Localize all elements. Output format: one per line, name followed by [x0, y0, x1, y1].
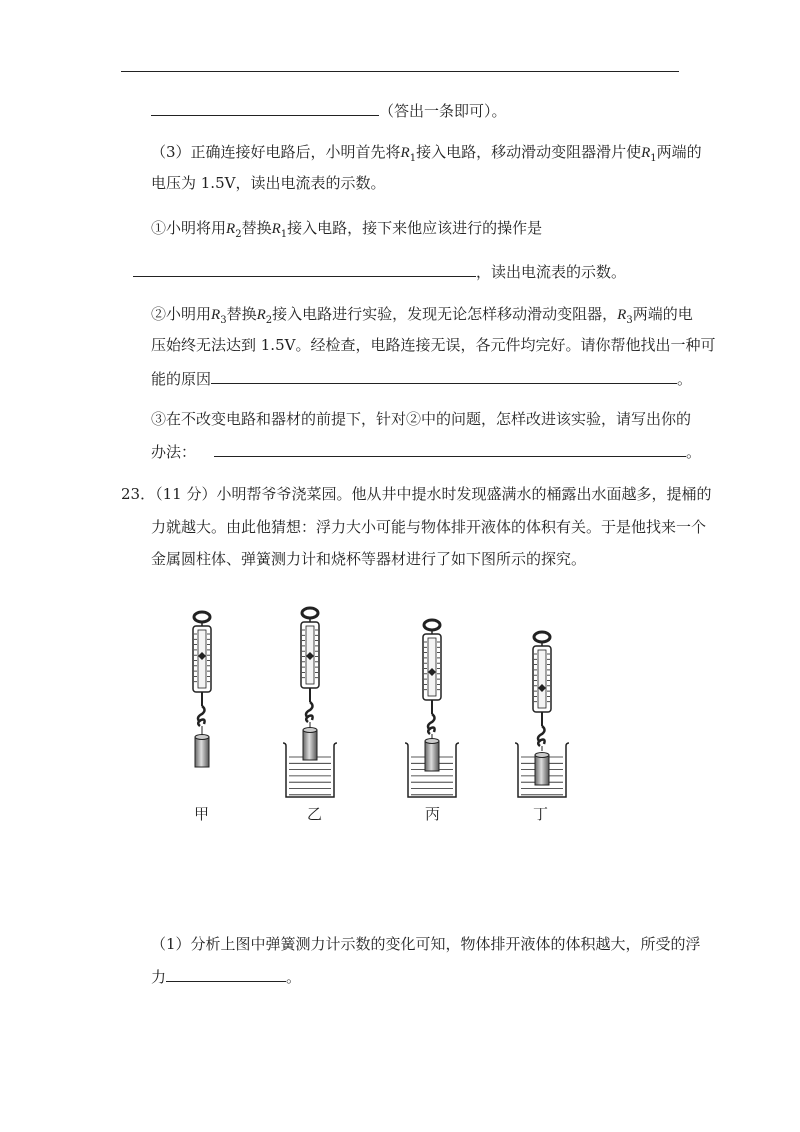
part3-line1 [151, 142, 702, 169]
answer-blank[interactable] [133, 261, 476, 277]
text: 两端的 [656, 143, 702, 161]
cylinder-hook [428, 728, 434, 735]
cylinder-hook [538, 740, 544, 747]
metal-cylinder [303, 730, 317, 760]
step2-line3 [151, 368, 692, 389]
step3-line1: ③在不改变电路和器材的前提下，针对②中的问题，怎样改进该实验，请写出你的 [151, 410, 692, 428]
text: （3）正确连接好电路后，小明首先将 [151, 143, 401, 161]
figure-label-jia: 甲 [194, 805, 210, 823]
cylinder-top [195, 735, 209, 740]
step1-line2 [133, 261, 626, 282]
var-r: R [256, 307, 266, 323]
var-r: R [641, 145, 651, 161]
cylinder-top [425, 739, 439, 744]
sub: 3 [626, 315, 633, 326]
metal-cylinder [425, 741, 439, 771]
text: 。 [677, 370, 693, 388]
spring-scale-setup [193, 612, 211, 767]
q23-line3: 金属圆柱体、弹簧测力计和烧杯等器材进行了如下图所示的探究。 [151, 550, 587, 568]
part1-line1: （1）分析上图中弹簧测力计示数的变化可知，物体排开液体的体积越大，所受的浮 [151, 935, 701, 953]
sub: 2 [265, 315, 273, 326]
text: 力 [151, 968, 167, 986]
var-r: R [400, 145, 410, 161]
part3-line2: 电压为 1.5V，读出电流表的示数。 [151, 174, 386, 192]
text: 替换 [241, 219, 272, 237]
text: 。 [686, 443, 702, 461]
metal-cylinder [535, 755, 549, 785]
scale-tube [538, 650, 546, 708]
text: 能的原因 [151, 370, 212, 388]
figure-label-ding: 丁 [533, 805, 549, 823]
var-r: R [271, 221, 281, 237]
text: 接入电路进行实验，发现无论怎样移动滑动变阻器， [272, 305, 618, 323]
scale-ring [424, 620, 440, 630]
text: ，读出电流表的示数。 [476, 263, 627, 281]
sub: 1 [650, 153, 657, 164]
step2-line1 [151, 304, 693, 331]
q23-line1: 23．（11 分）小明帮爷爷浇菜园。他从井中提水时发现盛满水的桶露出水面越多，提桶的 [121, 485, 712, 503]
scale-ring [302, 608, 318, 618]
scale-ring [534, 632, 550, 642]
q23-line2: 力就越大。由此他猜想：浮力大小可能与物体排开液体的体积有关。于是他找来一个 [151, 518, 707, 536]
text: 。 [286, 968, 302, 986]
spring-scale-figure [170, 600, 590, 830]
answer-blank[interactable] [214, 441, 686, 457]
answer-blank[interactable] [166, 966, 286, 982]
sub: 1 [409, 153, 417, 164]
scale-tube [428, 638, 436, 696]
cylinder-top [303, 728, 317, 733]
figure-label-bing: 丙 [425, 805, 441, 823]
step3-line2 [151, 441, 701, 462]
cylinder-hook [198, 720, 204, 727]
part1-line2 [151, 966, 301, 987]
answer-blank[interactable] [151, 100, 379, 116]
text: ②小明用 [151, 305, 212, 323]
answer-blank[interactable] [211, 368, 677, 384]
spring-scale-setup [405, 620, 459, 797]
figure-label-yi: 乙 [307, 805, 323, 823]
sub: 2 [235, 229, 242, 240]
scale-ring [194, 612, 210, 622]
var-r: R [226, 221, 236, 237]
answer-line-1 [151, 100, 507, 121]
text: 两端的电 [632, 305, 693, 323]
spring-scale-setup [283, 608, 337, 797]
var-r: R [211, 307, 221, 323]
text: 替换 [226, 305, 257, 323]
step1-line1 [151, 218, 542, 245]
metal-cylinder [195, 737, 209, 767]
text: 接入电路，移动滑动变阻器滑片使 [416, 143, 642, 161]
sub: 3 [220, 315, 227, 326]
header-rule [121, 71, 679, 72]
answer-hint: （答出一条即可）。 [379, 102, 507, 120]
spring-scale-setup [515, 632, 569, 797]
step2-line2: 压始终无法达到 1.5V。经检查，电路连接无误，各元件均完好。请你帮他找出一种可 [151, 336, 716, 354]
text: ①小明将用 [151, 219, 227, 237]
var-r: R [617, 307, 627, 323]
cylinder-hook [306, 716, 312, 723]
text: 办法： [151, 443, 197, 461]
sub: 1 [280, 229, 288, 240]
text: 接入电路，接下来他应该进行的操作是 [287, 219, 543, 237]
cylinder-top [535, 753, 549, 758]
